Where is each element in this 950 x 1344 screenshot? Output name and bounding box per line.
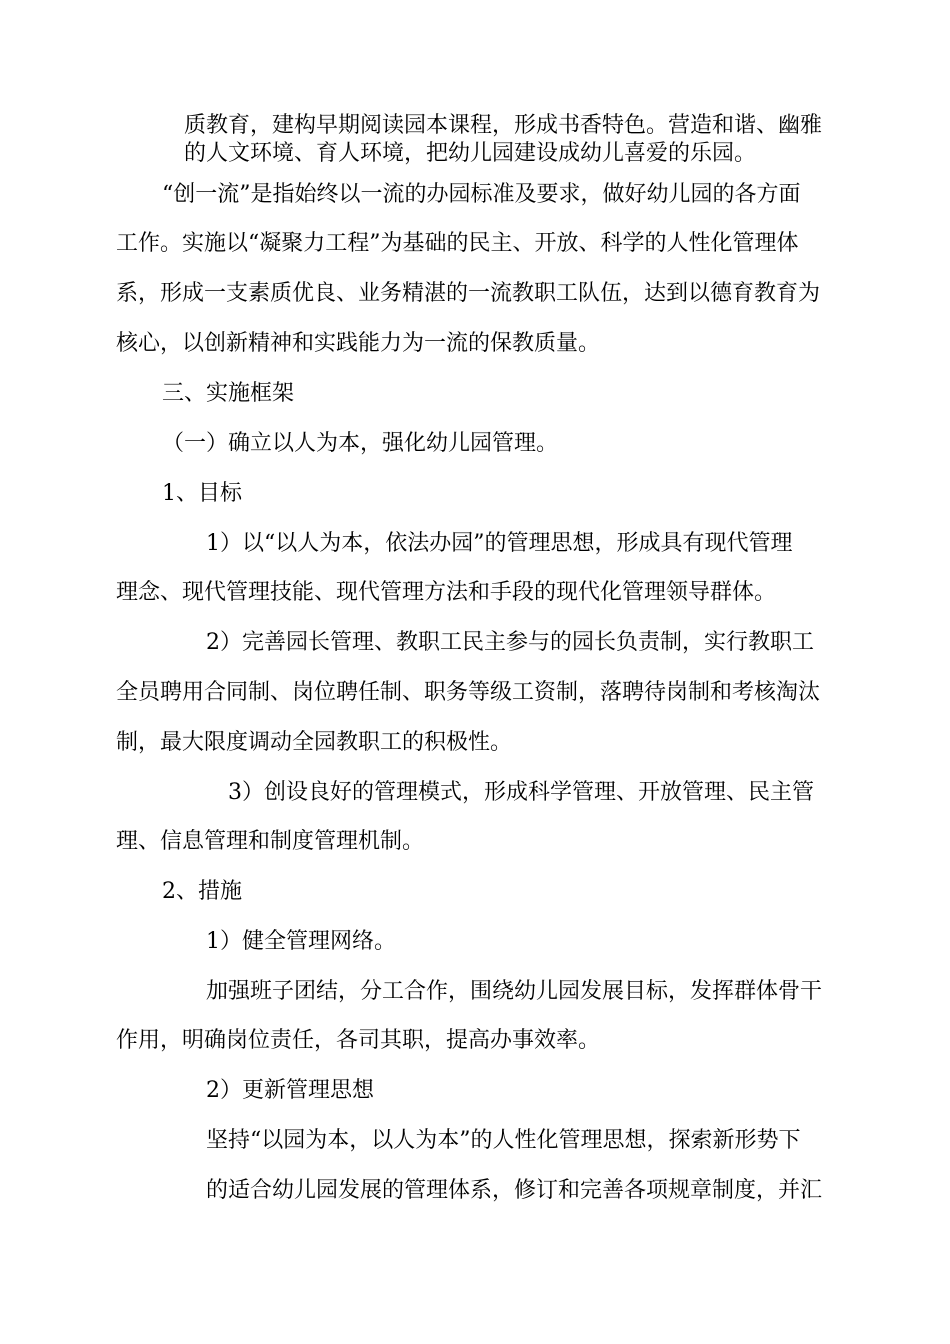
text-line: “创一流”是指始终以一流的办园标准及要求，做好幼儿园的各方面 [162,182,801,207]
text-line: 全员聘用合同制、岗位聘任制、职务等级工资制，落聘待岗制和考核淘汰 [116,680,821,705]
text-line: 制，最大限度调动全园教职工的积极性。 [116,730,513,755]
item-subheading: 2）更新管理思想 [206,1078,374,1103]
subsection-heading: （一）确立以人为本，强化幼儿园管理。 [162,431,559,456]
text-line: 质教育，建构早期阅读园本课程，形成书香特色。营造和谐、幽雅 [184,113,823,138]
text-line: 3）创设良好的管理模式，形成科学管理、开放管理、民主管 [228,780,814,805]
text-line: 系，形成一支素质优良、业务精湛的一流教职工队伍，达到以德育教育为 [116,281,821,306]
section-heading: 三、实施框架 [162,381,295,406]
text-line: 1）以“以人为本，依法办园”的管理思想，形成具有现代管理 [206,531,793,556]
text-line: 核心，以创新精神和实践能力为一流的保教质量。 [116,331,601,356]
item-subheading: 1）健全管理网络。 [206,929,396,954]
text-line: 的人文环境、育人环境，把幼儿园建设成幼儿喜爱的乐园。 [184,141,757,166]
text-line: 加强班子团结，分工合作，围绕幼儿园发展目标，发挥群体骨干 [206,979,823,1004]
item-heading: 2、措施 [162,879,242,904]
item-heading: 1、目标 [162,481,242,506]
text-line: 作用，明确岗位责任，各司其职，提高办事效率。 [116,1028,601,1053]
text-line: 理、信息管理和制度管理机制。 [116,829,425,854]
text-line: 2）完善园长管理、教职工民主参与的园长负责制，实行教职工 [206,630,814,655]
text-line: 坚持“以园为本，以人为本”的人性化管理思想，探索新形势下 [206,1128,801,1153]
text-line: 的适合幼儿园发展的管理体系，修订和完善各项规章制度，并汇 [206,1178,823,1203]
text-line: 工作。实施以“凝聚力工程”为基础的民主、开放、科学的人性化管理体 [116,231,799,256]
text-line: 理念、现代管理技能、现代管理方法和手段的现代化管理领导群体。 [116,580,777,605]
